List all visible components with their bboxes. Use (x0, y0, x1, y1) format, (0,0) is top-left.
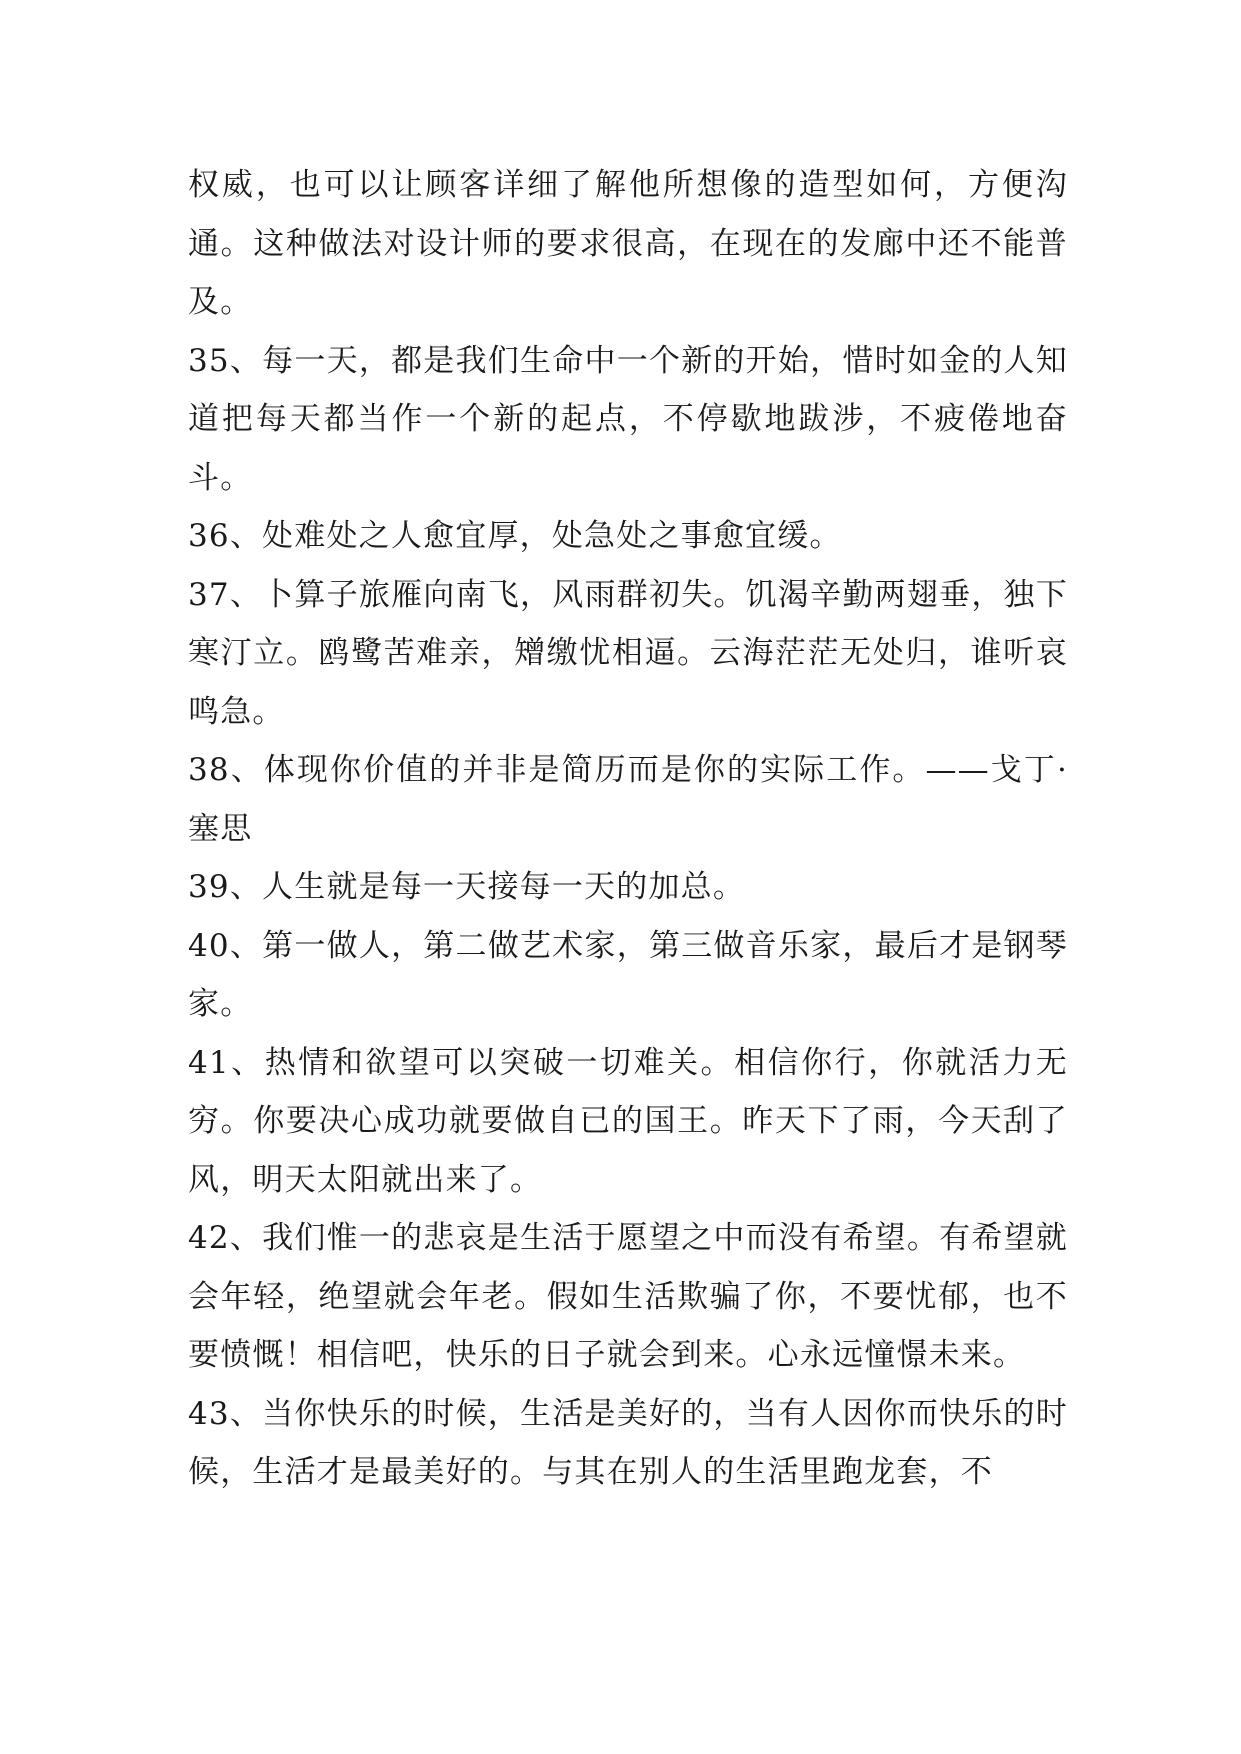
paragraph: 40、第一做人，第二做艺术家，第三做音乐家，最后才是钢琴家。 (188, 927, 1068, 1022)
paragraph: 41、热情和欲望可以突破一切难关。相信你行，你就活力无穷。你要决心成功就要做自已的国王。昨天下了雨，今天刮了风，明天太阳就出来了。 (188, 1044, 1068, 1198)
paragraph: 39、人生就是每一天接每一天的加总。 (188, 869, 746, 905)
paragraph: 37、卜算子旅雁向南飞，风雨群初失。饥渴辛勤两翅垂，独下寒汀立。鸥鹭苦难亲，矰缴忧相逼。云海茫茫无处归，谁听哀鸣急。 (188, 576, 1068, 730)
paragraph: 38、体现你价值的并非是简历而是你的实际工作。——戈丁·塞思 (188, 752, 1068, 847)
paragraph: 权威，也可以让顾客详细了解他所想像的造型如何，方便沟通。这种做法对设计师的要求很高，在现在的发廊中还不能普及。 (188, 167, 1068, 320)
paragraph: 42、我们惟一的悲哀是生活于愿望之中而没有希望。有希望就会年轻，绝望就会年老。假如生活欺骗了你，不要忧郁，也不要愤慨！相信吧，快乐的日子就会到来。心永远憧憬未来。 (188, 1220, 1068, 1373)
paragraph: 36、处难处之人愈宜厚，处急处之事愈宜缓。 (188, 518, 842, 554)
paragraph: 43、当你快乐的时候，生活是美好的，当有人因你而快乐的时候，生活才是最美好的。与其在别人的生活里跑龙套，不 (188, 1395, 1068, 1490)
paragraph: 35、每一天，都是我们生命中一个新的开始，惜时如金的人知道把每天都当作一个新的起点，不停歇地跋涉，不疲倦地奋斗。 (188, 342, 1068, 496)
document-body (188, 156, 1068, 1502)
